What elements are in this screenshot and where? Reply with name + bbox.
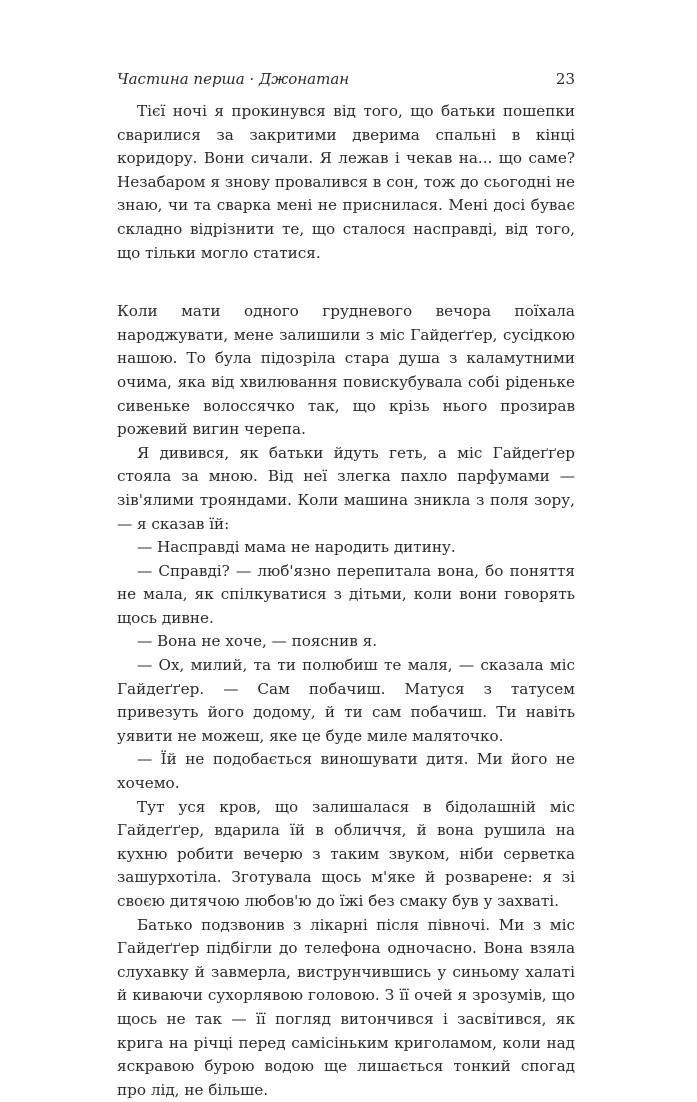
paragraph: — Їй не подобається виношувати дитя. Ми його не хочемо. xyxy=(117,750,575,793)
section-break xyxy=(117,265,575,300)
page-number: 23 xyxy=(555,70,575,88)
paragraph: Тієї ночі я прокинувся від того, що батьки пошепки сварилися за закритими дверима спальні в кінці коридору. Вони сичали. Я лежав і чекав на... що саме? Незабаром я знову провалився в сон, тож до сьогодні не знаю, чи та сварка мені не приснилася. Мені досі буває складно відрізнити те, що сталося насправді, від того, що тільки могло статися. xyxy=(117,102,575,262)
paragraph: Я дивився, як батьки йдуть геть, а міс Гайдеґґер стояла за мною. Від неї злегка пахло парфумами — зів'ялими трояндами. Коли машина зникла з поля зору, — я сказав їй: xyxy=(117,443,575,533)
paragraph: — Справді? — люб'язно перепитала вона, бо поняття не мала, як спілкуватися з дітьми, коли вони говорять щось дивне. xyxy=(117,561,575,627)
paragraph: — Ох, милий, та ти полюбиш те маля, — сказала міс Гайдеґґер. — Сам побачиш. Матуся з татусем привезуть його додому, й ти сам побачиш. Ти навіть уявити не можеш, яке це буде миле маляточко. xyxy=(117,656,575,745)
paragraph: Тут уся кров, що залишалася в бідолашній міс Гайдеґґер, вдарила їй в обличчя, й вона рушила на кухню робити вечерю з таким звуком, ніби серветка зашурхотіла. Зготувала щось м'яке й розварене: я зі своєю дитячою любов'ю до їжі без смаку був у захваті. xyxy=(117,797,575,910)
running-head: Частина перша · Джонатан xyxy=(117,70,350,88)
paragraph: — Насправді мама не народить дитину. xyxy=(137,538,456,557)
page-header xyxy=(117,70,575,88)
paragraph: — Вона не хоче, — пояснив я. xyxy=(137,632,378,651)
paragraph: Батько подзвонив з лікарні після півночі. Ми з міс Гайдеґґер підбігли до телефона одночасно. Вона взяла слухавку й завмерла, виструнчившись у синьому халаті й киваючи сухорлявою головою. З її очей я зрозумів, що щось не так — її погляд витончився і засвітився, як крига на річці перед самісіньким криголамом, коли над яскравою бурою водою ще лишається тонкий спогад про лід, не більше. xyxy=(117,915,575,1099)
page-body xyxy=(117,100,575,1102)
paragraph: Коли мати одного грудневого вечора поїхала народжувати, мене залишили з міс Гайдеґґер, сусідкою нашою. То була підозріла стара душа з каламутними очима, яка від хвилювання повискубувала собі ріденьке сивеньке волоссячко так, що крізь нього прозирав рожевий вигин черепа. xyxy=(117,302,575,439)
